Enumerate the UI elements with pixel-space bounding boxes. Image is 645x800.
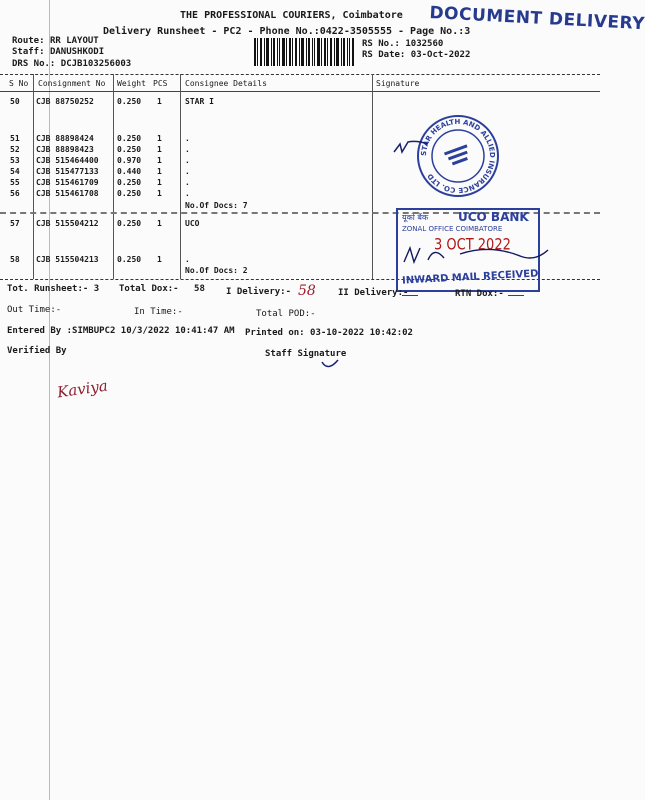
total-pod-label: Total POD:-	[256, 309, 316, 319]
row-sno: 52	[10, 145, 20, 154]
rtn-dox-dash	[508, 295, 524, 296]
staff-value: DANUSHKODI	[49, 47, 105, 57]
out-time-label: Out Time:-	[7, 305, 62, 315]
row-pcs: 1	[157, 134, 162, 143]
col-header-weight: Weight	[117, 79, 146, 88]
verifier-handwritten-name: Kaviya	[55, 376, 109, 402]
staff-signature-label: Staff Signature	[265, 349, 347, 359]
row-pcs: 1	[157, 145, 162, 154]
row-weight: 0.250	[117, 255, 142, 264]
row-weight: 0.250	[117, 145, 142, 154]
row-details: .	[185, 255, 190, 264]
ii-delivery-dash	[402, 295, 418, 296]
group2-docs-count: No.Of Docs: 2	[185, 266, 248, 275]
staff-row	[12, 47, 104, 57]
col-sep-4	[372, 74, 373, 279]
printed-on: Printed on: 03-10-2022 10:42:02	[245, 328, 413, 338]
row-consignment: CJB 88898423	[36, 145, 94, 154]
tot-runsheet-value: 3	[93, 284, 100, 294]
rs-no-value: 1032560	[405, 39, 444, 49]
row-details: .	[185, 156, 190, 165]
bank-zonal-office: ZONAL OFFICE COIMBATORE	[402, 225, 503, 233]
drs-row	[12, 59, 131, 69]
row-sno: 51	[10, 134, 20, 143]
rs-no-row	[362, 39, 443, 49]
row-details: UCO	[185, 219, 200, 228]
row-consignment: CJB 515461709	[36, 178, 99, 187]
col-header-signature: Signature	[376, 79, 420, 88]
row-pcs: 1	[157, 219, 162, 228]
rs-date-value: 03-Oct-2022	[410, 50, 471, 60]
row-sno: 56	[10, 189, 20, 198]
row-pcs: 1	[157, 97, 162, 106]
rs-date-row	[362, 50, 470, 60]
table-header-rule	[0, 91, 600, 92]
row-sno: 50	[10, 97, 20, 106]
route-value: RR LAYOUT	[49, 36, 99, 46]
row-weight: 0.250	[117, 97, 142, 106]
row-consignment: CJB 515461708	[36, 189, 99, 198]
in-time-label: In Time:-	[134, 307, 183, 317]
route-label: Route:	[12, 36, 45, 46]
row-pcs: 1	[157, 156, 162, 165]
ii-delivery-label: II Delivery:-	[338, 288, 409, 298]
row-consignment: CJB 88898424	[36, 134, 94, 143]
col-sep-1	[33, 74, 34, 279]
row-weight: 0.250	[117, 134, 142, 143]
bank-signature-scribble	[400, 240, 550, 270]
col-sep-3	[180, 74, 181, 279]
row-weight: 0.250	[117, 219, 142, 228]
col-sep-2	[113, 74, 114, 279]
total-dox	[119, 284, 205, 294]
margin-line	[49, 0, 50, 800]
row-sno: 55	[10, 178, 20, 187]
row-details: STAR I	[185, 97, 214, 106]
tot-runsheet	[7, 284, 99, 294]
rs-date-label: RS Date:	[362, 50, 406, 60]
total-dox-value: 58	[194, 284, 205, 294]
staff-signature-mark	[320, 358, 340, 374]
col-header-consignment: Consignment No	[38, 79, 106, 88]
rtn-dox-label: RTN Dox:-	[455, 289, 504, 299]
runsheet-subtitle: Delivery Runsheet - PC2 - Phone No.:0422-3505555 - Page No.:3	[103, 26, 471, 37]
row-pcs: 1	[157, 178, 162, 187]
entered-by: Entered By :SIMBUPC2 10/3/2022 10:41:47 AM	[7, 326, 235, 336]
document-delivery-stamp: DOCUMENT DELIVERY	[428, 3, 645, 35]
verified-by: Verified By	[7, 346, 67, 356]
row-sno: 58	[10, 255, 20, 264]
bank-hindi-text: यूको बैंक	[402, 213, 429, 222]
route-row	[12, 36, 99, 46]
row-details: .	[185, 178, 190, 187]
row-sno: 53	[10, 156, 20, 165]
star-health-stamp-text: STAR HEALTH AND ALLIED INSURANCE CO. LTD	[419, 117, 497, 195]
i-delivery-value: 58	[298, 283, 316, 299]
row-sno: 54	[10, 167, 20, 176]
row-consignment: CJB 515504213	[36, 255, 99, 264]
i-delivery-label: I Delivery:-	[226, 287, 292, 297]
row-pcs: 1	[157, 167, 162, 176]
row-consignment: CJB 515464400	[36, 156, 99, 165]
group1-docs-count: No.Of Docs: 7	[185, 201, 248, 210]
bank-inward-mail: INWARD MAIL RECEIVED	[401, 268, 539, 287]
bank-received-date: 3 OCT 2022	[434, 236, 511, 255]
tot-runsheet-label: Tot. Runsheet:-	[7, 284, 89, 294]
col-header-sno: S No	[9, 79, 29, 88]
row-weight: 0.440	[117, 167, 142, 176]
rs-no-label: RS No.:	[362, 39, 400, 49]
delivery-signature-scribble	[392, 138, 432, 158]
row-pcs: 1	[157, 255, 162, 264]
row-sno: 57	[10, 219, 20, 228]
col-header-details: Consignee Details	[185, 79, 267, 88]
runsheet-barcode	[254, 38, 354, 66]
total-dox-label: Total Dox:-	[119, 284, 179, 294]
row-details: .	[185, 145, 190, 154]
row-consignment: CJB 515504212	[36, 219, 99, 228]
row-details: .	[185, 134, 190, 143]
company-title: THE PROFESSIONAL COURIERS, Coimbatore	[180, 10, 403, 21]
row-weight: 0.250	[117, 178, 142, 187]
table-top-rule	[0, 74, 600, 75]
row-weight: 0.250	[117, 189, 142, 198]
row-details: .	[185, 167, 190, 176]
drs-value: DCJB103256003	[60, 59, 132, 69]
row-pcs: 1	[157, 189, 162, 198]
row-weight: 0.970	[117, 156, 142, 165]
bank-name: UCO BANK	[458, 210, 529, 224]
row-consignment: CJB 88750252	[36, 97, 94, 106]
row-details: .	[185, 189, 190, 198]
drs-label: DRS No.:	[12, 59, 56, 69]
staff-label: Staff:	[12, 47, 45, 57]
row-consignment: CJB 515477133	[36, 167, 99, 176]
col-header-pcs: PCS	[153, 79, 168, 88]
